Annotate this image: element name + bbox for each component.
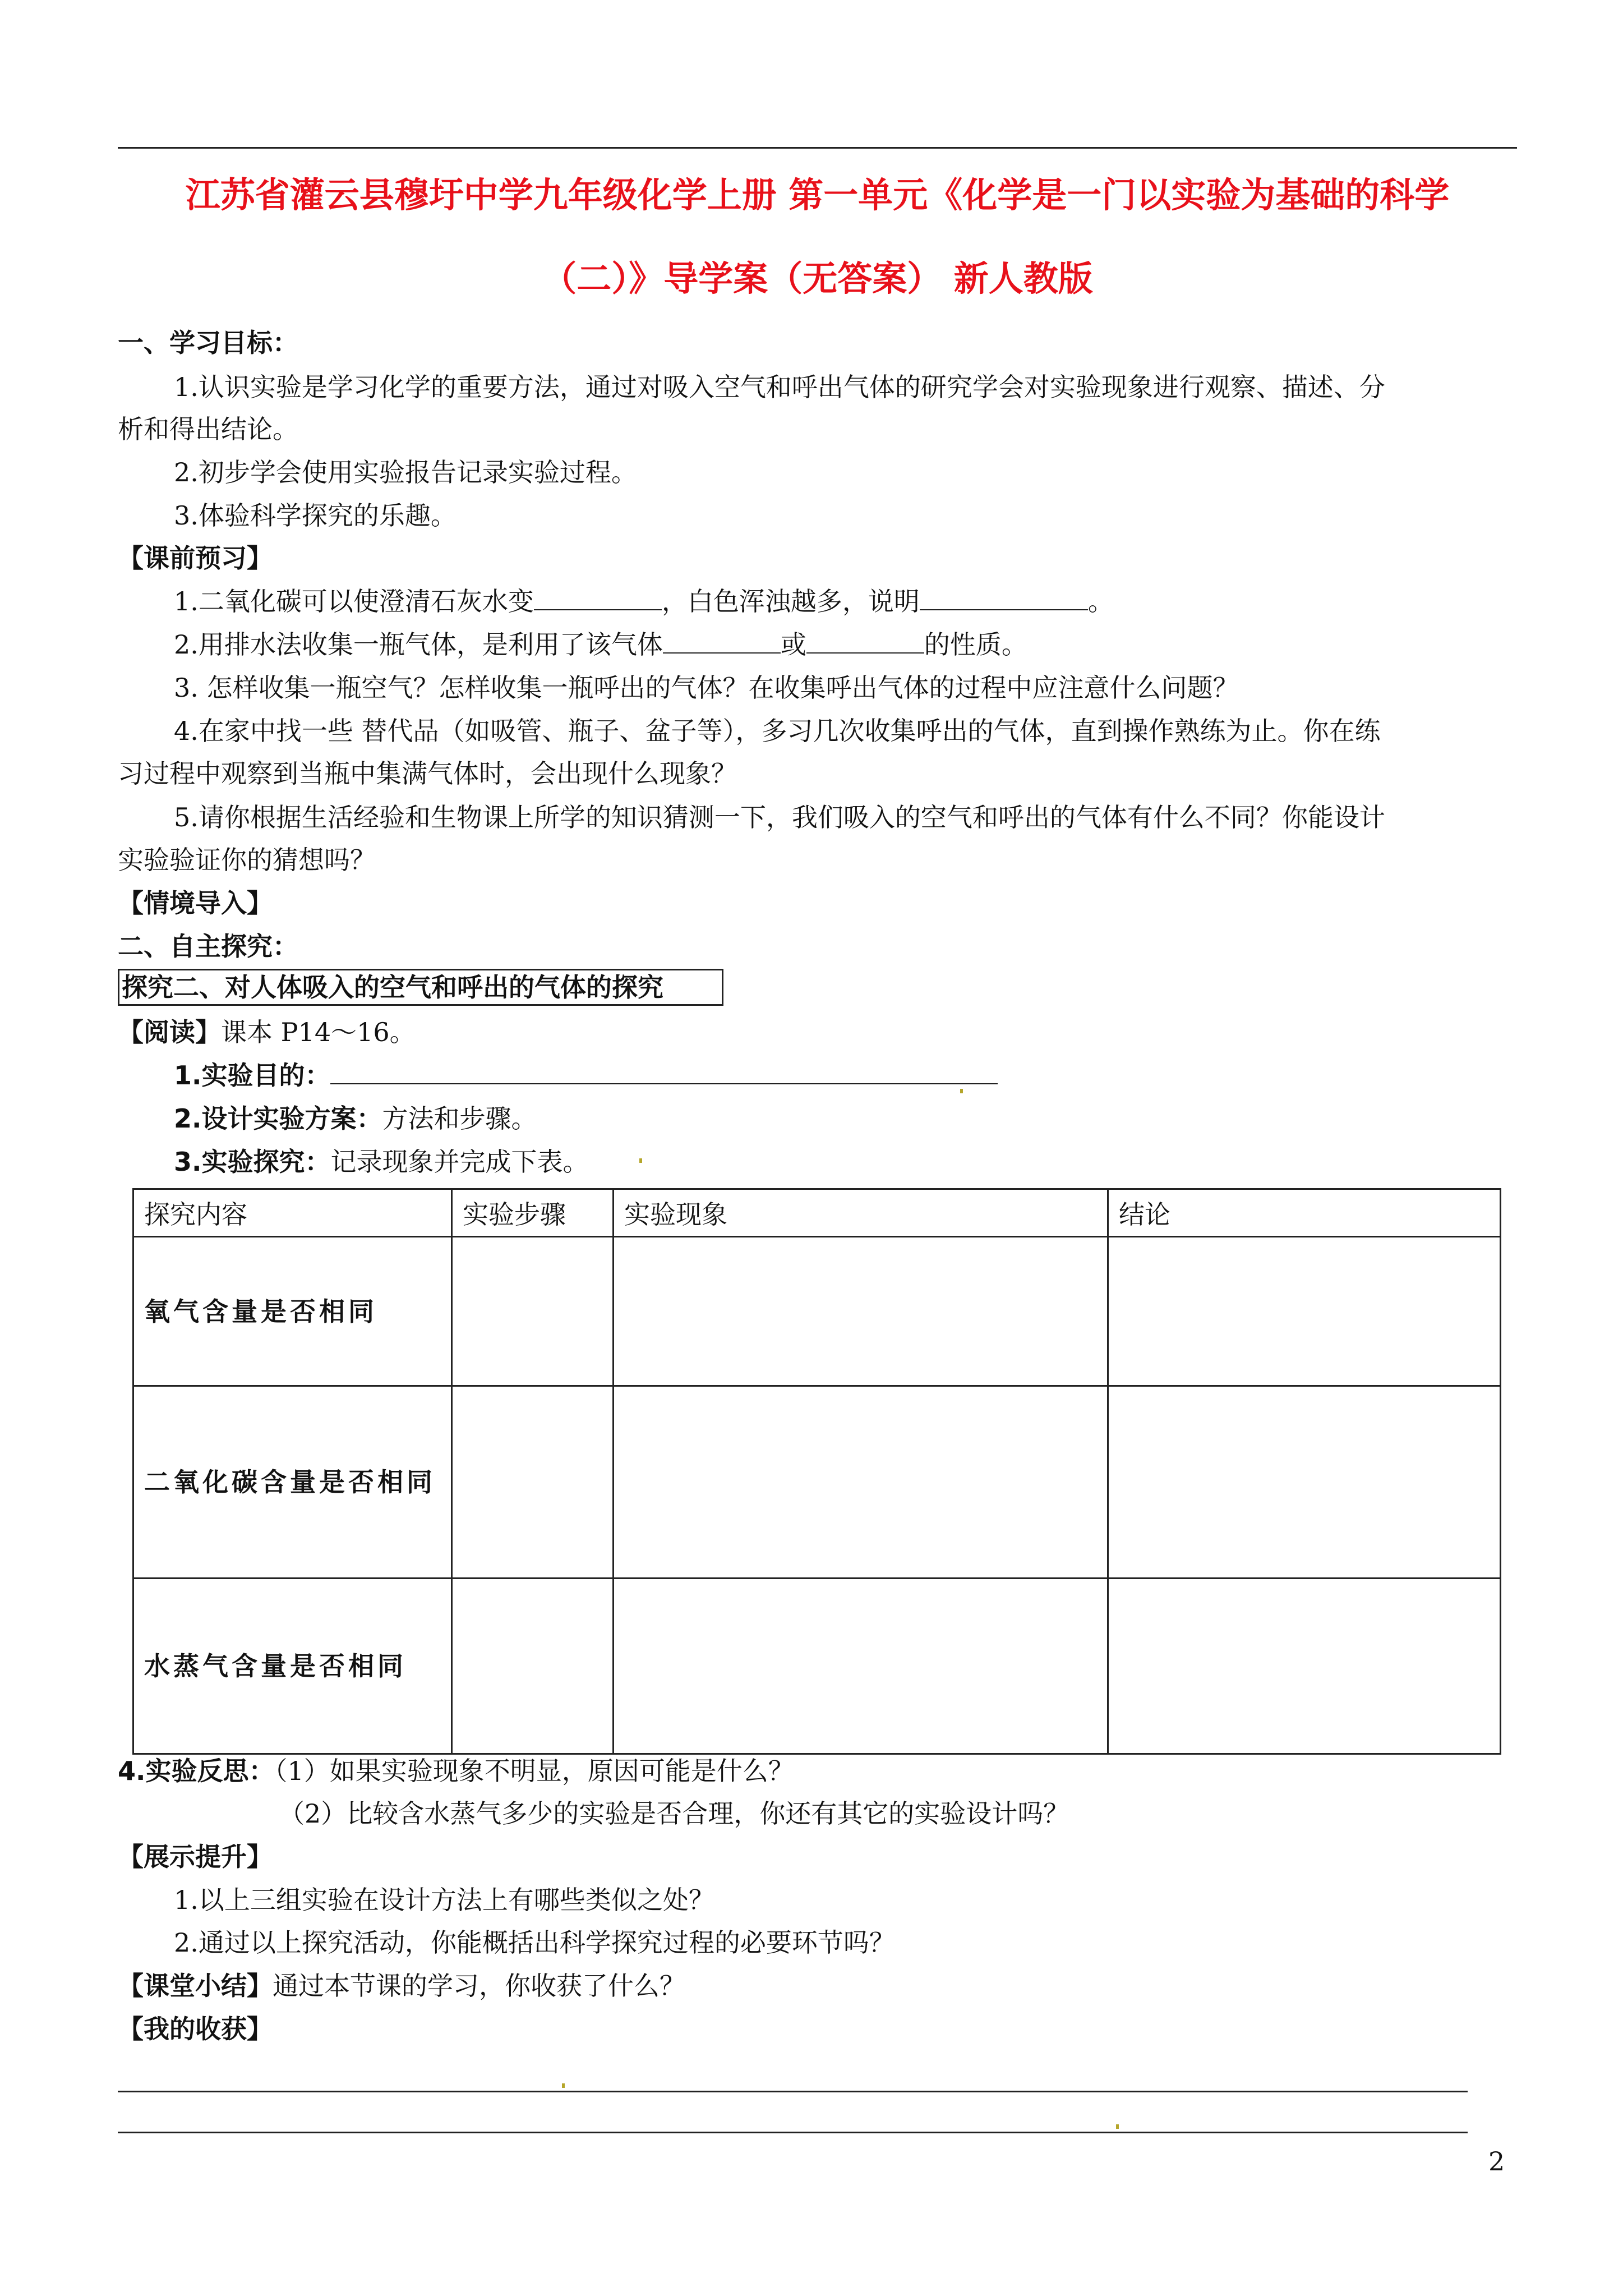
preview-q2-text-a: 2.用排水法收集一瓶气体，是利用了该气体 — [174, 629, 663, 660]
table-cell[interactable] — [452, 1237, 614, 1386]
speck — [1116, 2124, 1119, 2129]
section-heading-harvest: 【我的收获】 — [118, 2014, 273, 2044]
speck — [562, 2083, 565, 2088]
reflection-line-1 — [118, 1754, 794, 1788]
section-heading-explore: 二、自主探究： — [118, 931, 298, 961]
purpose-line — [174, 1059, 998, 1092]
table-cell[interactable] — [452, 1386, 614, 1579]
reading-label: 【阅读】 — [118, 1017, 221, 1047]
header-rule — [118, 147, 1517, 149]
preview-q2-text-c: 的性质。 — [924, 629, 1027, 660]
answer-blank[interactable] — [663, 629, 781, 654]
summary-text: 通过本节课的学习，你收获了什么？ — [273, 1971, 685, 2001]
answer-blank[interactable] — [920, 586, 1088, 610]
table-row — [133, 1237, 1501, 1386]
preview-q2 — [174, 628, 1027, 661]
preview-q1 — [174, 585, 1114, 618]
answer-blank[interactable] — [534, 586, 662, 610]
reading-text: 课本 P14～16。 — [221, 1017, 416, 1047]
table-header-cell: 实验步骤 — [452, 1189, 614, 1237]
goal-3: 3.体验科学探究的乐趣。 — [174, 500, 457, 531]
answer-blank[interactable] — [330, 1060, 998, 1084]
answer-line[interactable] — [118, 2132, 1468, 2133]
showcase-q2: 2.通过以上探究活动，你能概括出科学探究过程的必要环节吗？ — [174, 1927, 895, 1958]
plan-text: 方法和步骤。 — [382, 1103, 537, 1134]
row-label: 二氧化碳含量是否相同 — [133, 1386, 452, 1579]
section-heading-showcase: 【展示提升】 — [118, 1842, 273, 1872]
boxed-explore-title: 探究二、对人体吸入的空气和呼出的气体的探究 — [118, 969, 723, 1006]
speck — [960, 1089, 963, 1093]
table-cell[interactable] — [452, 1579, 614, 1754]
reflection-label: 4.实验反思： — [118, 1756, 275, 1786]
explore-label: 3.实验探究： — [174, 1147, 331, 1177]
summary-label: 【课堂小结】 — [118, 1971, 273, 2001]
table-cell[interactable] — [614, 1386, 1108, 1579]
title-line-1: 江苏省灌云县穆圩中学九年级化学上册 第一单元《化学是一门以实验为基础的科学 — [185, 174, 1450, 215]
preview-q4-line-2: 习过程中观察到当瓶中集满气体时，会出现什么现象？ — [118, 758, 737, 789]
table-header-cell: 实验现象 — [614, 1189, 1108, 1237]
title-line-2: （二）》导学案（无答案） 新人教版 — [542, 258, 1093, 299]
row-label: 氧气含量是否相同 — [133, 1237, 452, 1386]
plan-label: 2.设计实验方案： — [174, 1103, 382, 1134]
preview-q4-line-1: 4.在家中找一些 替代品（如吸管、瓶子、盆子等），多习几次收集呼出的气体，直到操作熟练为止。你在练 — [174, 716, 1381, 746]
section-heading-preview: 【课前预习】 — [118, 543, 273, 573]
goal-1-line-1: 1.认识实验是学习化学的重要方法，通过对吸入空气和呼出气体的研究学会对实验现象进行观察、描述、分 — [174, 372, 1385, 402]
row-label: 水蒸气含量是否相同 — [133, 1579, 452, 1754]
preview-q1-text-c: 。 — [1087, 586, 1114, 616]
reflection-q1: （1）如果实验现象不明显，原因可能是什么？ — [274, 1756, 794, 1786]
speck — [639, 1158, 642, 1163]
preview-q2-text-b: 或 — [780, 629, 806, 660]
preview-q3: 3. 怎样收集一瓶空气？怎样收集一瓶呼出的气体？在收集呼出气体的过程中应注意什么问题？ — [174, 673, 1239, 703]
table-row — [133, 1386, 1501, 1579]
table-cell[interactable] — [614, 1237, 1108, 1386]
preview-q5-line-1: 5.请你根据生活经验和生物课上所学的知识猜测一下，我们吸入的空气和呼出的气体有什么不同？你能设计 — [174, 802, 1385, 832]
table-cell[interactable] — [1108, 1237, 1501, 1386]
section-heading-goals: 一、学习目标： — [118, 328, 298, 358]
preview-q1-text-a: 1.二氧化碳可以使澄清石灰水变 — [174, 586, 534, 616]
table-cell[interactable] — [1108, 1386, 1501, 1579]
purpose-label: 1.实验目的： — [174, 1060, 331, 1091]
preview-q1-text-b: ，白色浑浊越多，说明 — [661, 586, 920, 616]
goal-1-line-2: 析和得出结论。 — [118, 414, 298, 444]
table-cell[interactable] — [1108, 1579, 1501, 1754]
table-cell[interactable] — [614, 1579, 1108, 1754]
table-header-row — [133, 1189, 1501, 1237]
summary-line — [118, 1969, 685, 2003]
answer-line[interactable] — [118, 2091, 1468, 2092]
showcase-q1: 1.以上三组实验在设计方法上有哪些类似之处？ — [174, 1885, 714, 1915]
section-heading-intro: 【情境导入】 — [118, 888, 273, 918]
explore-line — [174, 1145, 588, 1179]
reflection-q2: （2）比较含水蒸气多少的实验是否合理，你还有其它的实验设计吗？ — [279, 1798, 1069, 1829]
goal-2: 2.初步学会使用实验报告记录实验过程。 — [174, 457, 637, 487]
page-number: 2 — [1488, 2146, 1505, 2177]
table-header-cell: 结论 — [1108, 1189, 1501, 1237]
table-header-cell: 探究内容 — [133, 1189, 452, 1237]
experiment-table — [132, 1188, 1501, 1755]
table-row — [133, 1579, 1501, 1754]
explore-text: 记录现象并完成下表。 — [330, 1147, 589, 1177]
answer-blank[interactable] — [806, 629, 924, 654]
reading-line — [118, 1015, 416, 1049]
preview-q5-line-2: 实验验证你的猜想吗？ — [118, 845, 376, 875]
plan-line — [174, 1102, 537, 1135]
